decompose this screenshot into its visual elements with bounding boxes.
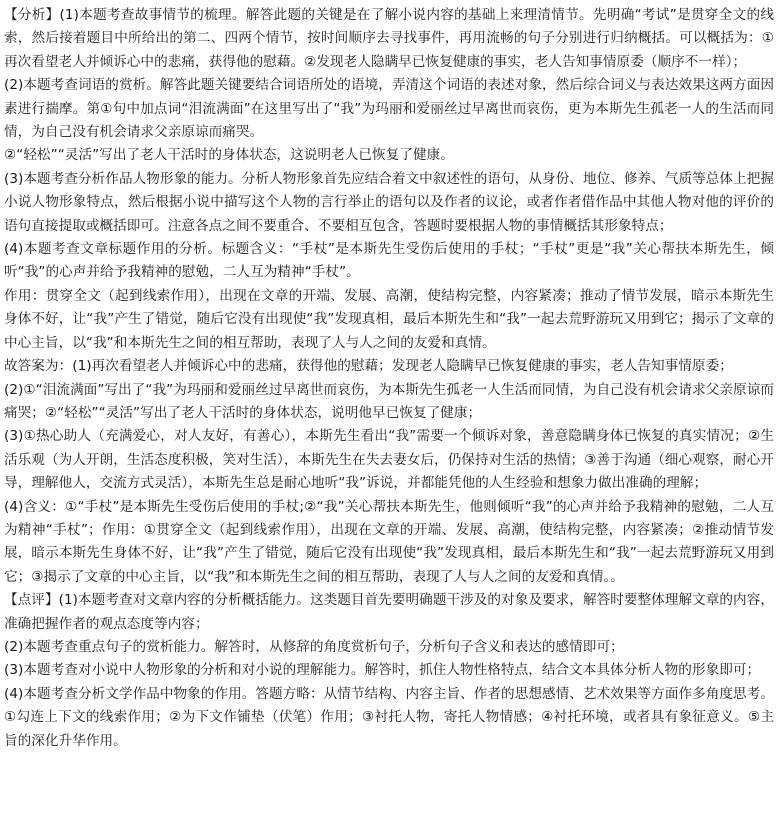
comment-q4: (4)本题考查分析文学作品中物象的作用。答题方略：从情节结构、内容主旨、作者的思想感情、艺术效果等方面作多角度思考。①勾连上下文的线索作用；②为下文作铺垫（伏笔）作用；③衬托人物，寄托人物情感；④衬托环境，或者具有象征意义。⑤主旨的深化升华作用。 bbox=[4, 685, 774, 749]
analysis-q2-point2: ②“轻松”“灵活”写出了老人干活时的身体状态，这说明老人已恢复了健康。 bbox=[4, 147, 454, 164]
analysis-q4-function: 作用：贯穿全文（起到线索作用），出现在文章的开端、发展、高潮，使结构完整，内容紧凑；推动了情节发展，暗示本斯先生身体不好，让“我”产生了错觉，随后它没有出现使“我”发现真相，最后本斯先生和“我”一起去荒野游玩又用到它；揭示了文章的中心主旨，以“我”和本斯先生之间的相互帮助，表现了人与人之间的友爱和真情。 bbox=[4, 287, 774, 351]
analysis-q3: (3)本题考查分析作品人物形象的能力。分析人物形象首先应结合着文中叙述性的语句，从身份、地位、修养、气质等总体上把握小说人物形象特点，然后根据小说中描写这个人物的言行举止的语句以及作者的议论，或者作者借作品中其他人物对他的评价的语句直接提取或概括即可。注意各点之间不要重合、不要相互包含，答题时要根据人物的事情概括其形象特点； bbox=[4, 170, 774, 234]
answer-q2: (2)①“泪流满面”写出了“我”为玛丽和爱丽丝过早离世而哀伤，为本斯先生孤老一人生活而同情，为自己没有机会请求父亲原谅而痛哭；②“轻松”“灵活”写出了老人干活时的身体状态，说明他早已恢复了健康； bbox=[4, 381, 774, 421]
comment-q1: 【点评】(1)本题考查对文章内容的分析概括能力。这类题目首先要明确题干涉及的对象及要求，解答时要整体理解文章的内容，准确把握作者的观点态度等内容； bbox=[4, 592, 774, 632]
answer-q1: 故答案为：(1)再次看望老人并倾诉心中的悲痛，获得他的慰藉；发现老人隐瞒早已恢复健康的事实，老人告知事情原委； bbox=[4, 358, 733, 375]
comment-q3: (3)本题考查对小说中人物形象的分析和对小说的理解能力。解答时，抓住人物性格特点，结合文本具体分析人物的形象即可； bbox=[4, 662, 761, 679]
answer-q3: (3)①热心助人（充满爱心，对人友好，有善心），本斯先生看出“我”需要一个倾诉对象，善意隐瞒身体已恢复的真实情况；②生活乐观（为人开朗，生活态度积极，笑对生活），本斯先生在失去妻女后，仍保持对生活的热情；③善于沟通（细心观察，耐心开导，理解他人，交流方式灵活），本斯先生总是耐心地听“我”诉说，并都能凭他的人生经验和想象力做出准确的理解； bbox=[4, 428, 774, 492]
analysis-intro-q1: 【分析】(1)本题考查故事情节的梳理。解答此题的关键是在了解小说内容的基础上来理清情节。先明确“考试”是贯穿全文的线索，然后接着题目中所给出的第二、四两个情节，按时间顺序去寻找事件，再用流畅的句子分别进行归纳概括。可以概括为：①再次看望老人并倾诉心中的悲痛，获得他的慰藉。②发现老人隐瞒早已恢复健康的事实，老人告知事情原委（顺序不一样）； bbox=[4, 7, 774, 70]
analysis-q2: (2)本题考查词语的赏析。解答此题关键要结合词语所处的语境，弄清这个词语的表述对象，然后综合词义与表达效果这两方面因素进行揣摩。第①句中加点词“泪流满面”在这里写出了“我”为玛丽和爱丽丝过早离世而哀伤，更为本斯先生孤老一人的生活而同情，为自己没有机会请求父亲原谅而痛哭。 bbox=[4, 77, 774, 141]
answer-q4: (4)含义：①“手杖”是本斯先生受伤后使用的手杖;②“我”关心帮扶本斯先生，他则倾听“我”的心声并给予我精神的慰勉，二人互为精神“手杖”；作用：①贯穿全文（起到线索作用），出现在文章的开端、发展、高潮，使结构完整，内容紧凑；②推动情节发展，暗示本斯先生身体不好，让“我”产生了错觉，随后它没有出现使“我”发现真相，最后本斯先生和“我”一起去荒野游玩又用到它；③揭示了文章的中心主旨，以“我”和本斯先生之间的相互帮助，表现了人与人之间的友爱和真情。。 bbox=[4, 498, 774, 585]
analysis-q4-meaning: (4)本题考查文章标题作用的分析。标题含义：“手杖”是本斯先生受伤后使用的手杖；“手杖”更是“我”关心帮扶本斯先生，倾听“我”的心声并给予我精神的慰勉，二人互为精神“手杖”。 bbox=[4, 241, 774, 281]
comment-q2: (2)本题考查重点句子的赏析能力。解答时，从修辞的角度赏析句子，分析句子含义和表达的感情即可； bbox=[4, 638, 624, 655]
